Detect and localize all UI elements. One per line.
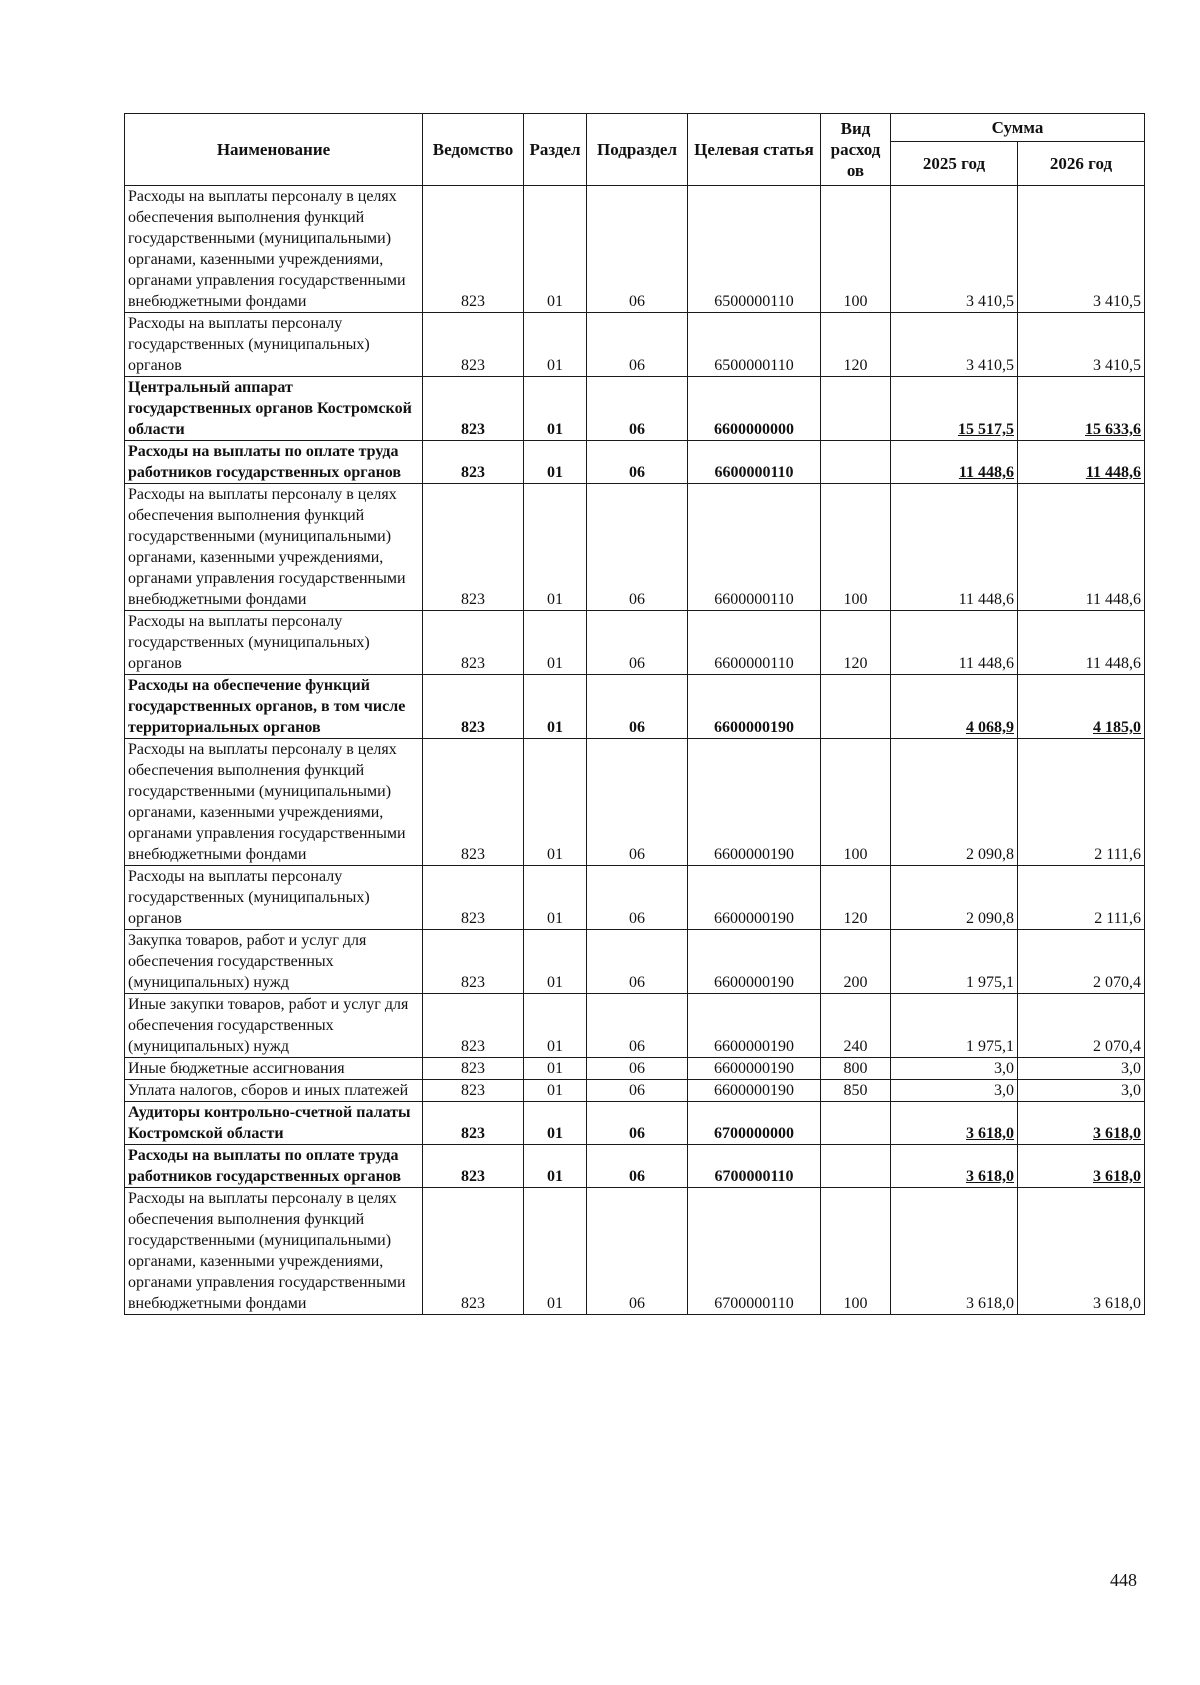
header-name: Наименование	[125, 114, 423, 186]
row-statya: 6600000110	[688, 441, 821, 484]
row-vedomstvo: 823	[423, 441, 524, 484]
row-podrazdel: 06	[587, 1188, 688, 1315]
row-podrazdel: 06	[587, 186, 688, 313]
table-body	[125, 186, 1145, 1315]
row-name: Расходы на выплаты персоналу государственных (муниципальных) органов	[125, 866, 423, 930]
row-razdel: 01	[524, 1145, 587, 1188]
table-row	[125, 1058, 1145, 1080]
row-vid: 200	[821, 930, 891, 994]
row-sum-2025: 3 618,0	[891, 1102, 1018, 1145]
row-vid: 100	[821, 739, 891, 866]
table-row	[125, 313, 1145, 377]
row-sum-2026: 3,0	[1018, 1080, 1145, 1102]
row-sum-2026: 11 448,6	[1018, 611, 1145, 675]
row-sum-2025: 11 448,6	[891, 484, 1018, 611]
header-vedomstvo: Ведомство	[423, 114, 524, 186]
table-row	[125, 377, 1145, 441]
row-vedomstvo: 823	[423, 739, 524, 866]
table-row	[125, 739, 1145, 866]
row-razdel: 01	[524, 1058, 587, 1080]
row-sum-2026: 3,0	[1018, 1058, 1145, 1080]
row-razdel: 01	[524, 994, 587, 1058]
row-name: Расходы на выплаты персоналу в целях обеспечения выполнения функций государственными (муниципальными) органами, казенными учреждениями, органами управления государственными внебюджетными фондами	[125, 739, 423, 866]
table-row	[125, 994, 1145, 1058]
row-statya: 6600000190	[688, 1058, 821, 1080]
header-2026: 2026 год	[1018, 142, 1145, 186]
row-razdel: 01	[524, 186, 587, 313]
row-sum-2025: 2 090,8	[891, 866, 1018, 930]
row-razdel: 01	[524, 1102, 587, 1145]
row-statya: 6600000190	[688, 1080, 821, 1102]
row-sum-2025: 3 410,5	[891, 313, 1018, 377]
budget-table	[124, 113, 1145, 1315]
table-row	[125, 1080, 1145, 1102]
row-statya: 6600000190	[688, 739, 821, 866]
row-vid	[821, 441, 891, 484]
row-sum-2025: 1 975,1	[891, 930, 1018, 994]
table-row	[125, 866, 1145, 930]
row-name: Иные бюджетные ассигнования	[125, 1058, 423, 1080]
row-vedomstvo: 823	[423, 994, 524, 1058]
row-razdel: 01	[524, 611, 587, 675]
row-statya: 6700000110	[688, 1188, 821, 1315]
row-vedomstvo: 823	[423, 866, 524, 930]
row-podrazdel: 06	[587, 1145, 688, 1188]
header-2025: 2025 год	[891, 142, 1018, 186]
row-vid	[821, 1102, 891, 1145]
row-statya: 6700000110	[688, 1145, 821, 1188]
row-sum-2026: 3 618,0	[1018, 1188, 1145, 1315]
row-sum-2026: 11 448,6	[1018, 441, 1145, 484]
row-statya: 6600000190	[688, 675, 821, 739]
row-vid: 850	[821, 1080, 891, 1102]
row-podrazdel: 06	[587, 484, 688, 611]
row-podrazdel: 06	[587, 739, 688, 866]
row-vid: 800	[821, 1058, 891, 1080]
row-sum-2026: 15 633,6	[1018, 377, 1145, 441]
header-vid: Вид расход ов	[821, 114, 891, 186]
row-razdel: 01	[524, 675, 587, 739]
row-sum-2025: 3,0	[891, 1080, 1018, 1102]
row-sum-2025: 3,0	[891, 1058, 1018, 1080]
row-podrazdel: 06	[587, 1080, 688, 1102]
row-razdel: 01	[524, 484, 587, 611]
row-podrazdel: 06	[587, 441, 688, 484]
row-sum-2026: 2 111,6	[1018, 866, 1145, 930]
row-name: Расходы на выплаты персоналу в целях обеспечения выполнения функций государственными (муниципальными) органами, казенными учреждениями, органами управления государственными внебюджетными фондами	[125, 1188, 423, 1315]
table-row	[125, 441, 1145, 484]
row-sum-2026: 4 185,0	[1018, 675, 1145, 739]
row-statya: 6500000110	[688, 186, 821, 313]
row-razdel: 01	[524, 1080, 587, 1102]
row-statya: 6600000000	[688, 377, 821, 441]
row-razdel: 01	[524, 377, 587, 441]
row-name: Закупка товаров, работ и услуг для обеспечения государственных (муниципальных) нужд	[125, 930, 423, 994]
row-sum-2025: 4 068,9	[891, 675, 1018, 739]
row-vedomstvo: 823	[423, 313, 524, 377]
row-vid	[821, 377, 891, 441]
header-razdel: Раздел	[524, 114, 587, 186]
row-name: Расходы на выплаты персоналу в целях обеспечения выполнения функций государственными (муниципальными) органами, казенными учреждениями, органами управления государственными внебюджетными фондами	[125, 484, 423, 611]
row-name: Аудиторы контрольно-счетной палаты Костромской области	[125, 1102, 423, 1145]
row-sum-2025: 1 975,1	[891, 994, 1018, 1058]
row-podrazdel: 06	[587, 377, 688, 441]
row-vedomstvo: 823	[423, 930, 524, 994]
row-sum-2026: 11 448,6	[1018, 484, 1145, 611]
row-sum-2026: 3 618,0	[1018, 1145, 1145, 1188]
table-row	[125, 186, 1145, 313]
table-row	[125, 611, 1145, 675]
row-podrazdel: 06	[587, 930, 688, 994]
row-vedomstvo: 823	[423, 675, 524, 739]
row-statya: 6500000110	[688, 313, 821, 377]
page-number: 448	[1110, 1570, 1137, 1590]
row-sum-2026: 3 410,5	[1018, 186, 1145, 313]
row-vid	[821, 1145, 891, 1188]
table-row	[125, 1188, 1145, 1315]
row-statya: 6700000000	[688, 1102, 821, 1145]
row-name: Расходы на выплаты по оплате труда работников государственных органов	[125, 441, 423, 484]
row-vedomstvo: 823	[423, 1080, 524, 1102]
table-row	[125, 930, 1145, 994]
row-name: Расходы на выплаты персоналу государственных (муниципальных) органов	[125, 313, 423, 377]
row-podrazdel: 06	[587, 994, 688, 1058]
row-name: Расходы на выплаты по оплате труда работников государственных органов	[125, 1145, 423, 1188]
row-statya: 6600000190	[688, 930, 821, 994]
table-row	[125, 675, 1145, 739]
row-vid: 100	[821, 186, 891, 313]
row-vedomstvo: 823	[423, 611, 524, 675]
row-vid: 120	[821, 611, 891, 675]
row-sum-2025: 3 618,0	[891, 1188, 1018, 1315]
row-sum-2026: 3 410,5	[1018, 313, 1145, 377]
row-podrazdel: 06	[587, 675, 688, 739]
header-summa: Сумма	[891, 114, 1145, 142]
row-name: Центральный аппарат государственных органов Костромской области	[125, 377, 423, 441]
row-razdel: 01	[524, 930, 587, 994]
row-vedomstvo: 823	[423, 484, 524, 611]
row-sum-2026: 2 111,6	[1018, 739, 1145, 866]
row-name: Расходы на выплаты персоналу в целях обеспечения выполнения функций государственными (муниципальными) органами, казенными учреждениями, органами управления государственными внебюджетными фондами	[125, 186, 423, 313]
row-name: Уплата налогов, сборов и иных платежей	[125, 1080, 423, 1102]
row-vid: 100	[821, 1188, 891, 1315]
row-razdel: 01	[524, 866, 587, 930]
row-vedomstvo: 823	[423, 1145, 524, 1188]
row-vid: 100	[821, 484, 891, 611]
row-statya: 6600000110	[688, 611, 821, 675]
row-vid: 120	[821, 866, 891, 930]
row-name: Расходы на выплаты персоналу государственных (муниципальных) органов	[125, 611, 423, 675]
row-sum-2026: 2 070,4	[1018, 930, 1145, 994]
row-name: Иные закупки товаров, работ и услуг для обеспечения государственных (муниципальных) нужд	[125, 994, 423, 1058]
row-razdel: 01	[524, 1188, 587, 1315]
row-sum-2025: 11 448,6	[891, 441, 1018, 484]
row-statya: 6600000110	[688, 484, 821, 611]
row-razdel: 01	[524, 739, 587, 866]
row-podrazdel: 06	[587, 1102, 688, 1145]
table-row	[125, 484, 1145, 611]
row-podrazdel: 06	[587, 313, 688, 377]
row-statya: 6600000190	[688, 994, 821, 1058]
row-vedomstvo: 823	[423, 1058, 524, 1080]
header-podrazdel: Подраздел	[587, 114, 688, 186]
row-podrazdel: 06	[587, 866, 688, 930]
row-name: Расходы на обеспечение функций государственных органов, в том числе территориальных органов	[125, 675, 423, 739]
row-sum-2025: 3 618,0	[891, 1145, 1018, 1188]
row-vedomstvo: 823	[423, 186, 524, 313]
row-sum-2025: 3 410,5	[891, 186, 1018, 313]
row-sum-2025: 2 090,8	[891, 739, 1018, 866]
row-vedomstvo: 823	[423, 1102, 524, 1145]
table-row	[125, 1102, 1145, 1145]
row-statya: 6600000190	[688, 866, 821, 930]
row-vid: 240	[821, 994, 891, 1058]
table-row	[125, 1145, 1145, 1188]
row-sum-2026: 2 070,4	[1018, 994, 1145, 1058]
row-vid: 120	[821, 313, 891, 377]
row-razdel: 01	[524, 441, 587, 484]
row-podrazdel: 06	[587, 1058, 688, 1080]
row-sum-2026: 3 618,0	[1018, 1102, 1145, 1145]
row-vedomstvo: 823	[423, 1188, 524, 1315]
header-statya: Целевая статья	[688, 114, 821, 186]
row-podrazdel: 06	[587, 611, 688, 675]
row-vedomstvo: 823	[423, 377, 524, 441]
row-vid	[821, 675, 891, 739]
row-razdel: 01	[524, 313, 587, 377]
row-sum-2025: 11 448,6	[891, 611, 1018, 675]
row-sum-2025: 15 517,5	[891, 377, 1018, 441]
